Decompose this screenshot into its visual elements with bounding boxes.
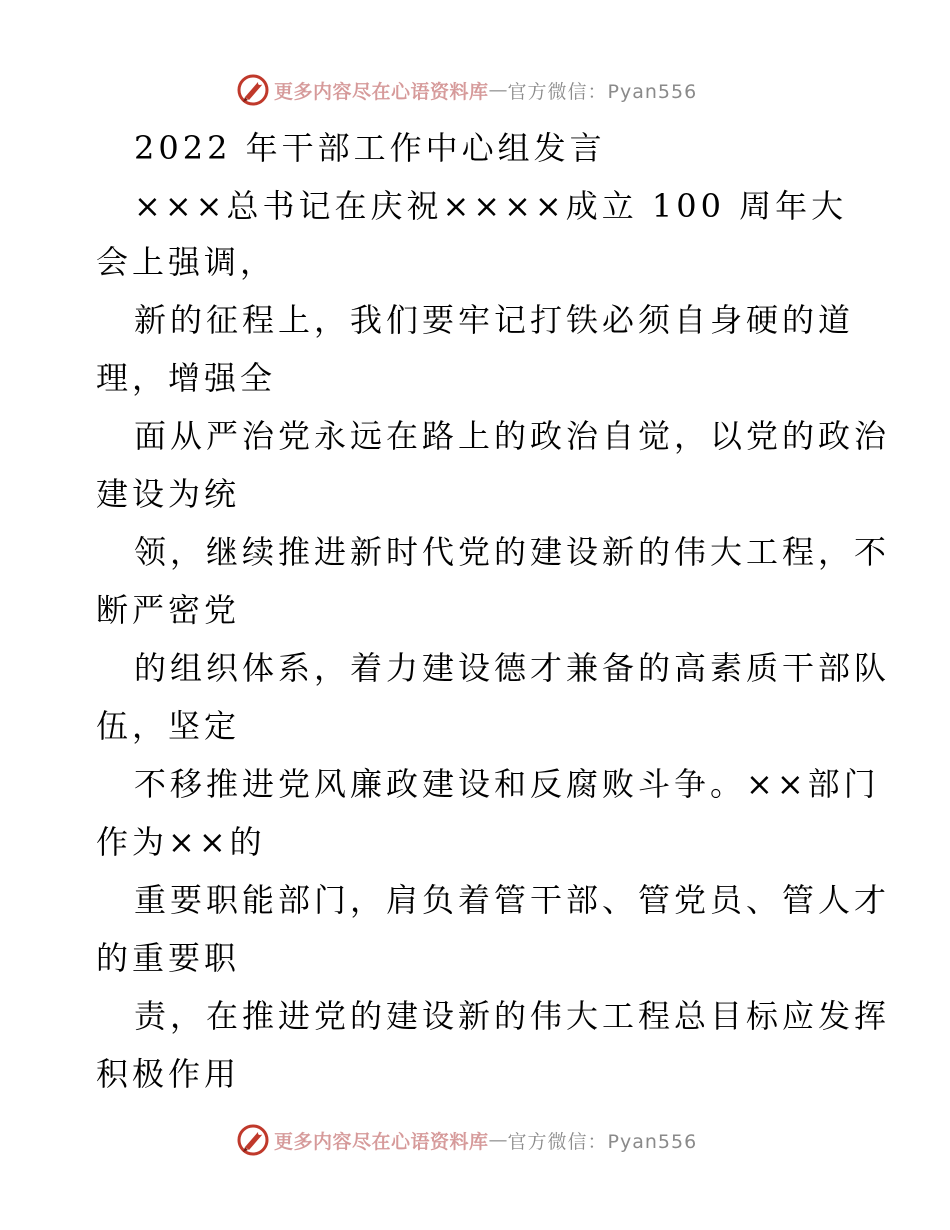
document-title: 2022 年干部工作中心组发言	[134, 129, 606, 167]
pen-logo-icon	[236, 73, 270, 107]
body-line: 的重要职	[96, 939, 241, 977]
body-line: 的组织体系，着力建设德才兼备的高素质干部队	[134, 649, 891, 687]
body-line: 伍，坚定	[96, 707, 241, 745]
body-line: ×××总书记在庆祝××××成立 100 周年大	[134, 187, 848, 225]
body-line: 领，继续推进新时代党的建设新的伟大工程，不	[134, 533, 891, 571]
body-line: 重要职能部门，肩负着管干部、管党员、管人才	[134, 881, 891, 919]
watermark-wechat: 官方微信：Pyan556	[507, 80, 698, 103]
body-line: 责，在推进党的建设新的伟大工程总目标应发挥	[134, 997, 891, 1035]
header-watermark	[236, 72, 697, 108]
body-line: 建设为统	[96, 475, 241, 513]
body-line: 断严密党	[96, 591, 241, 629]
body-line: 积极作用	[96, 1055, 241, 1093]
body-line: 作为××的	[96, 823, 266, 861]
watermark-separator: —	[488, 79, 508, 101]
watermark-separator: —	[488, 1129, 508, 1151]
watermark-brand: 更多内容尽在心语资料库	[274, 1130, 489, 1153]
body-line: 新的征程上，我们要牢记打铁必须自身硬的道	[134, 301, 855, 339]
watermark-wechat: 官方微信：Pyan556	[507, 1130, 698, 1153]
body-line: 理，增强全	[96, 359, 277, 397]
pen-logo-icon	[236, 1123, 270, 1157]
body-line: 面从严治党永远在路上的政治自觉，以党的政治	[134, 417, 891, 455]
watermark-brand: 更多内容尽在心语资料库	[274, 80, 489, 103]
footer-watermark	[236, 1122, 697, 1158]
body-line: 不移推进党风廉政建设和反腐败斗争。××部门	[134, 765, 880, 803]
body-line: 会上强调，	[96, 243, 277, 281]
